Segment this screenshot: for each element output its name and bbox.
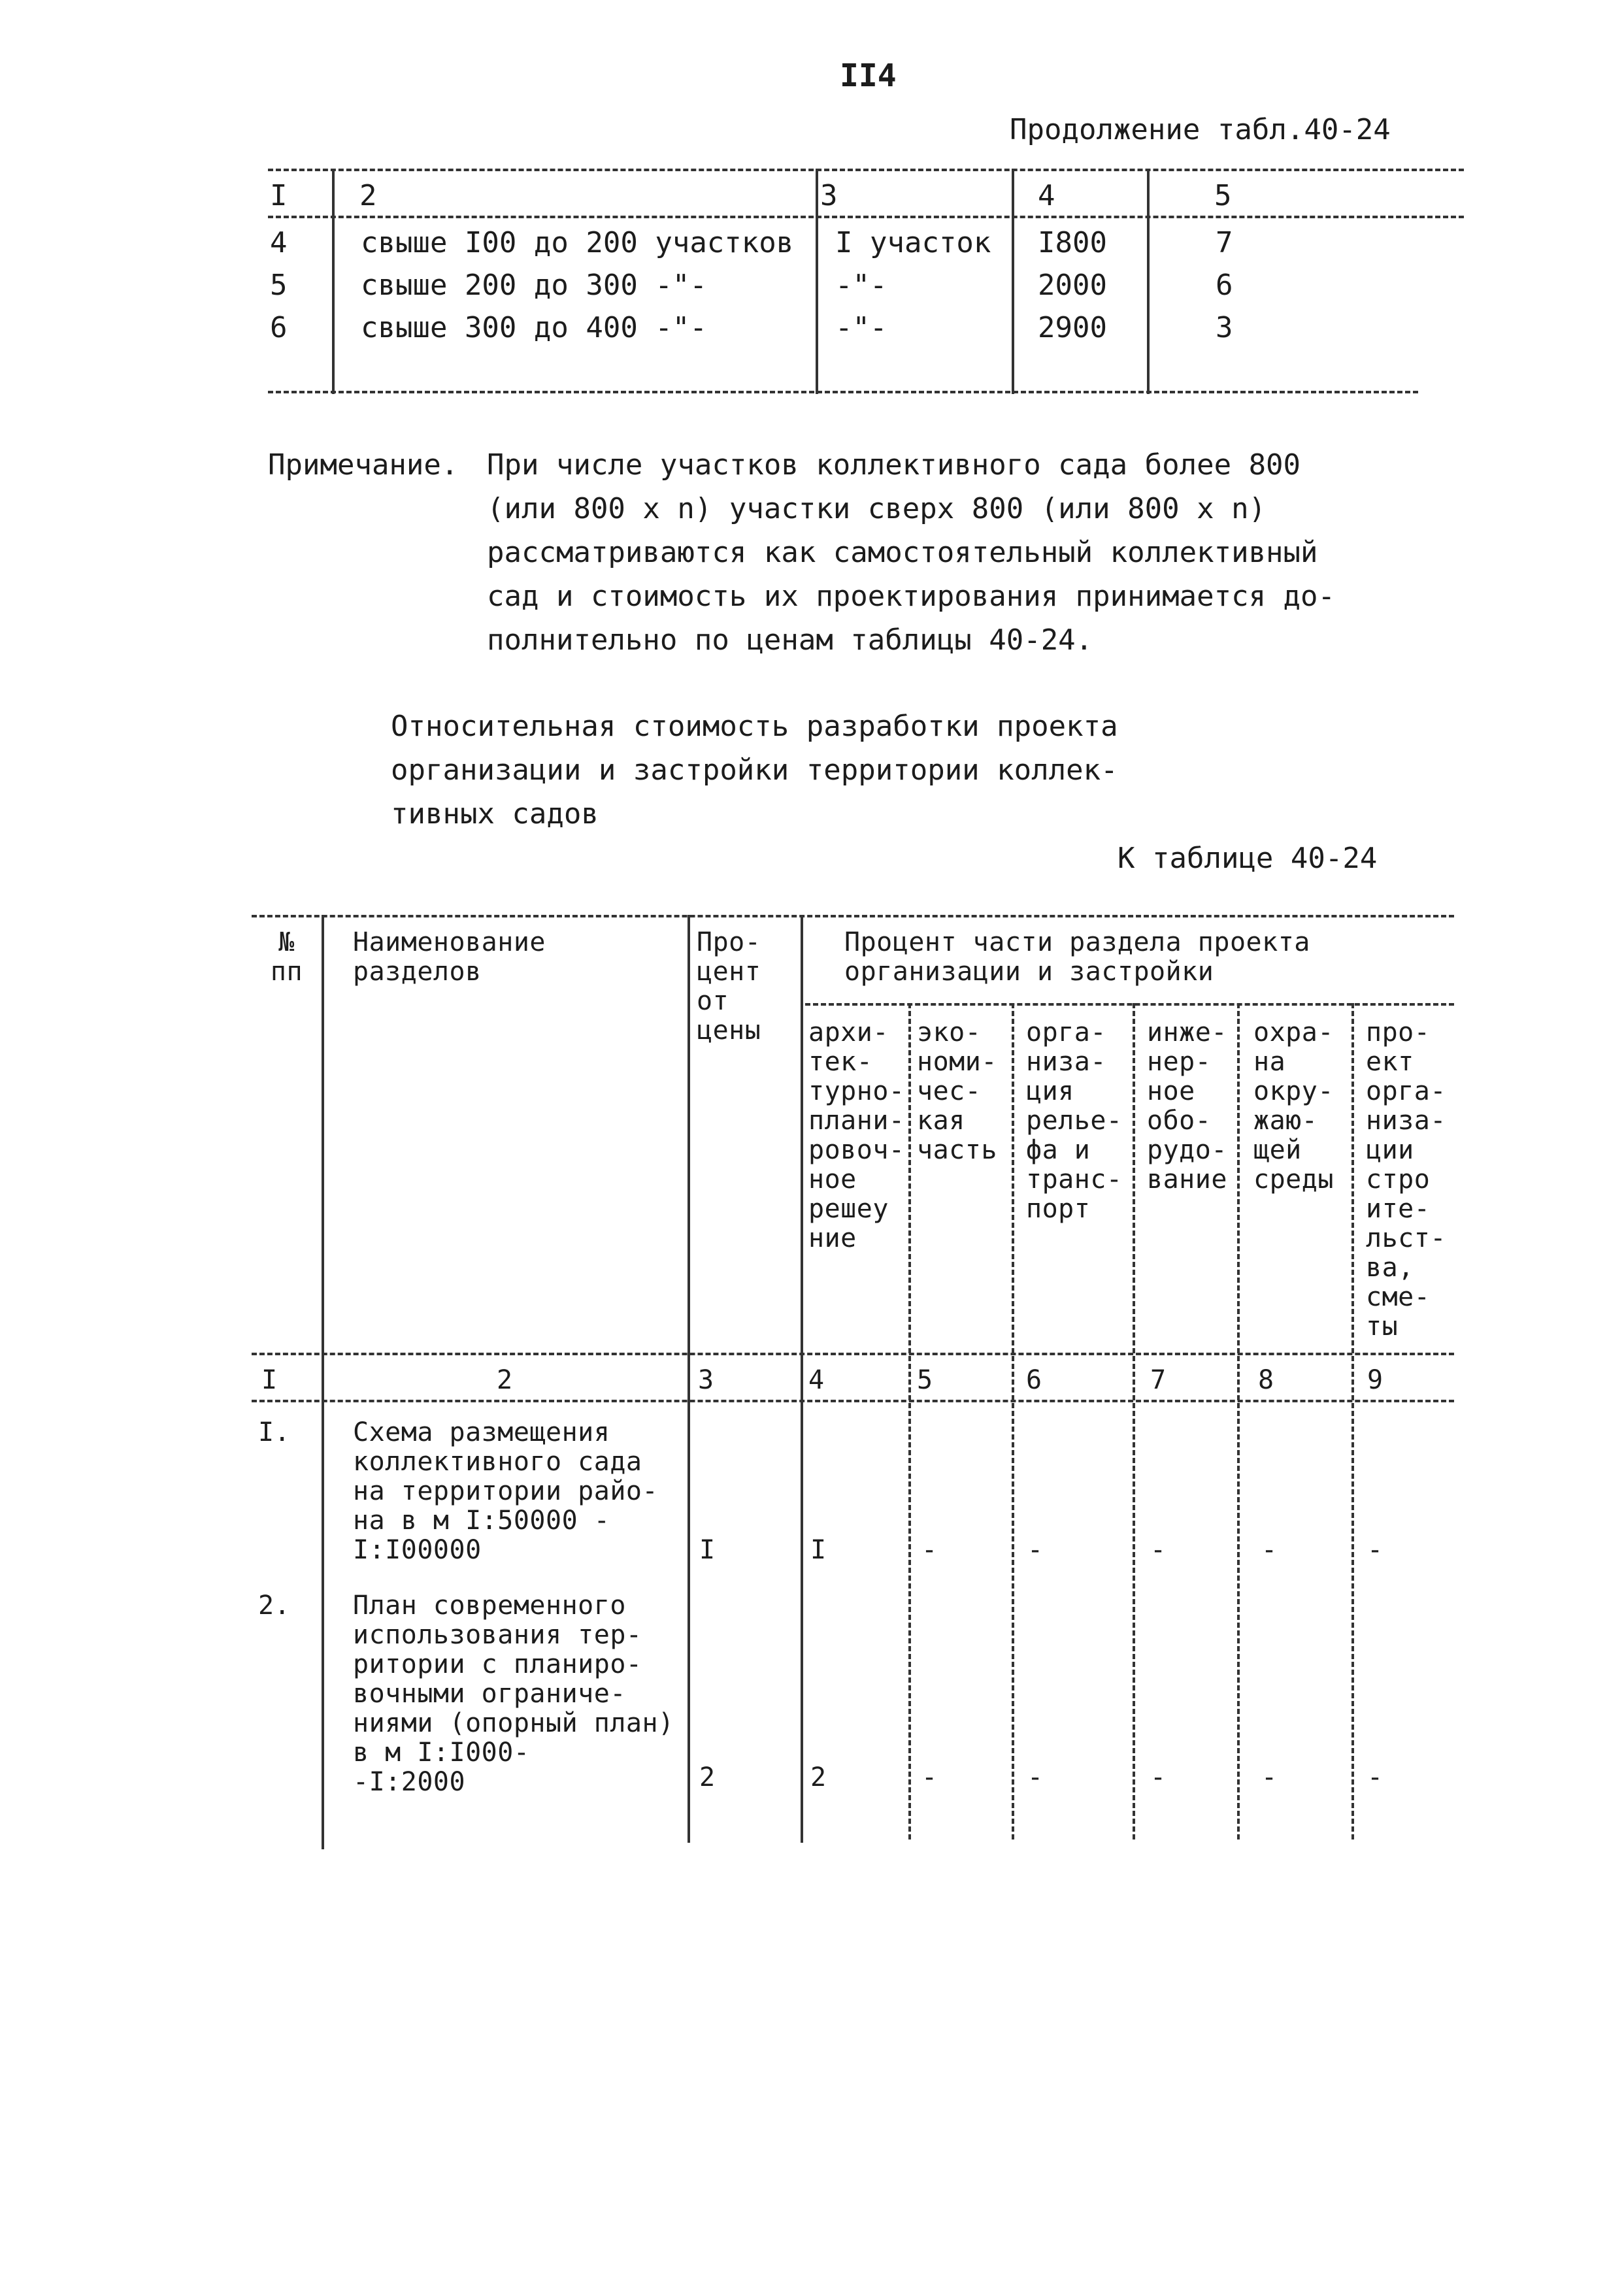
table1-col-number: 5 [1214, 179, 1232, 212]
table-reference: К таблице 40-24 [1118, 842, 1378, 875]
header-sub-engineering: инже- нер- ное обо- рудо- вание [1147, 1017, 1227, 1195]
title-line: тивных садов [391, 797, 599, 831]
row-value: - [1150, 1762, 1167, 1792]
row-value: - [1150, 1535, 1167, 1565]
row-value: 6 [1216, 269, 1233, 302]
title-line: Относительная стоимость разработки проекта [391, 710, 1118, 743]
note-line: рассматриваются как самостоятельный коллективный [487, 536, 1318, 569]
note-line: При числе участков коллективного сада более 800 [487, 448, 1301, 482]
row-value: - [921, 1762, 938, 1792]
row-value: 2 [810, 1762, 827, 1792]
row-number: 4 [270, 226, 288, 259]
table2-col-number: 6 [1026, 1365, 1042, 1395]
row-value: - [1367, 1535, 1384, 1565]
row-value: 7 [1216, 226, 1233, 259]
table2-col-number: 4 [808, 1365, 825, 1395]
row-value: - [1261, 1535, 1278, 1565]
header-group: Процент части раздела проекта организации и застройки [844, 927, 1310, 987]
row-percent: I [699, 1535, 716, 1565]
table2-col-number: 5 [917, 1365, 933, 1395]
page-number: II4 [840, 58, 897, 94]
row-description: свыше 300 до 400 -"- [361, 311, 707, 344]
table2-col-number: 8 [1258, 1365, 1274, 1395]
table1-col-number: 2 [359, 179, 377, 212]
table1-col-number: 3 [820, 179, 838, 212]
row-value: - [1367, 1762, 1384, 1792]
header-sub-environment: охра- на окру- жаю- щей среды [1253, 1017, 1334, 1195]
header-sub-relief-transport: орга- низа- ция релье- фа и транс- порт [1026, 1017, 1123, 1224]
header-sub-architecture: архи- тек- турно- плани- ровоч- ное решеу ние [808, 1017, 905, 1253]
row-unit: -"- [835, 311, 887, 344]
row-number: I. [258, 1417, 291, 1447]
row-value: - [1027, 1535, 1044, 1565]
header-percent: Про- цент от цены [697, 927, 761, 1046]
row-value: 3 [1216, 311, 1233, 344]
row-price: 2900 [1038, 311, 1107, 344]
table2-col-number: 2 [497, 1365, 513, 1395]
title-line: организации и застройки территории коллек- [391, 753, 1118, 787]
table2-col-number: I [261, 1365, 278, 1395]
table2-col-number: 7 [1150, 1365, 1167, 1395]
row-price: 2000 [1038, 269, 1107, 302]
row-section-name: Схема размещения коллективного сада на территории райо- на в м I:50000 - I:I00000 [353, 1417, 659, 1565]
header-sub-economics: эко- номи- чес- кая часть [917, 1017, 997, 1165]
row-description: свыше I00 до 200 участков [361, 226, 794, 259]
row-unit: I участок [835, 226, 991, 259]
header-number: № пп [270, 927, 303, 987]
table2-col-number: 3 [698, 1365, 714, 1395]
row-value: - [1261, 1762, 1278, 1792]
note-label: Примечание. [268, 448, 459, 482]
table2-col-number: 9 [1367, 1365, 1384, 1395]
note-line: (или 800 х n) участки сверх 800 (или 800 х n) [487, 492, 1267, 525]
note-line: сад и стоимость их проектирования принимается до- [487, 580, 1336, 613]
note-line: полнительно по ценам таблицы 40-24. [487, 623, 1093, 657]
header-sub-construction-estimates: про- ект орга- низа- ции стро ите- льст- ва, сме- ты [1366, 1017, 1446, 1342]
row-number: 6 [270, 311, 288, 344]
row-value: I [810, 1535, 827, 1565]
row-description: свыше 200 до 300 -"- [361, 269, 707, 302]
row-number: 5 [270, 269, 288, 302]
row-value: - [921, 1535, 938, 1565]
row-price: I800 [1038, 226, 1107, 259]
row-value: - [1027, 1762, 1044, 1792]
row-unit: -"- [835, 269, 887, 302]
row-section-name: План современного использования тер- ритории с планиро- вочными ограниче- ниями (опорный план) в м I:I000- -I:2000 [353, 1591, 674, 1797]
header-section-name: Наименование разделов [353, 927, 546, 987]
row-number: 2. [258, 1591, 291, 1621]
table1-col-number: 4 [1038, 179, 1055, 212]
table1-col-number: I [270, 179, 288, 212]
continuation-label: Продолжение табл.40-24 [1010, 113, 1391, 146]
row-percent: 2 [699, 1762, 716, 1792]
